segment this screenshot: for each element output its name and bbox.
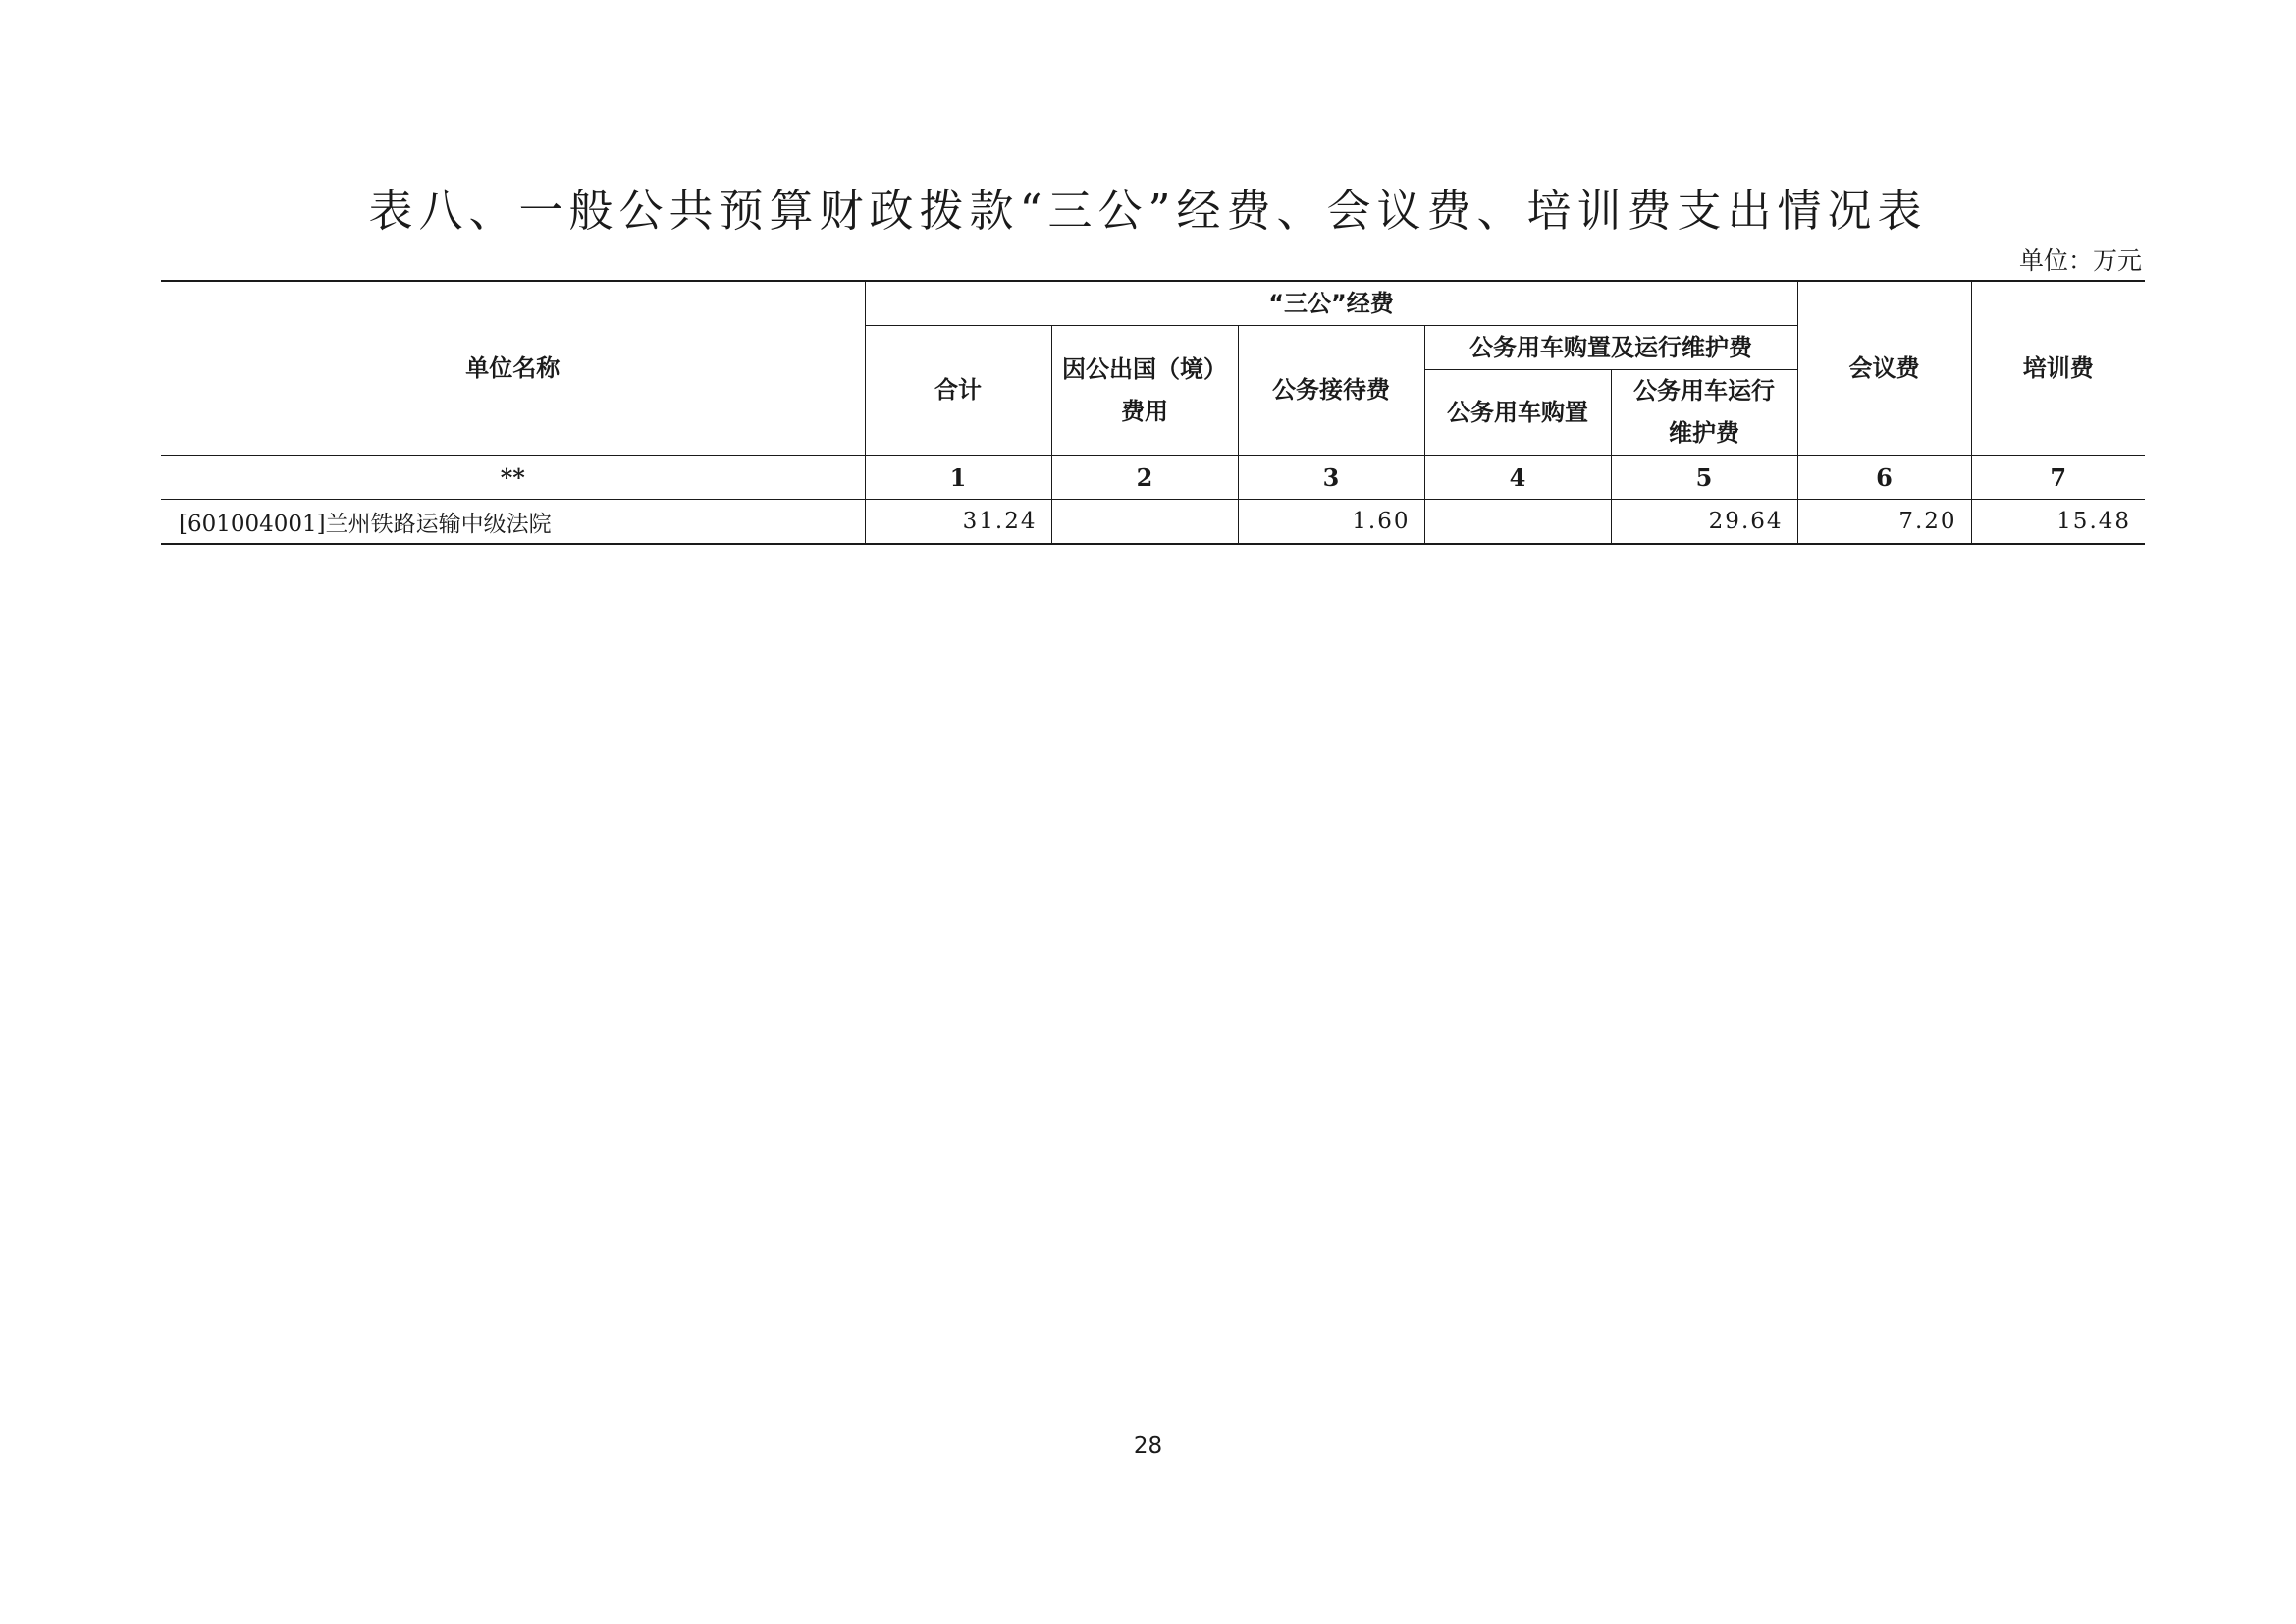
cell-total: 31.24 [865,500,1051,545]
index-cell: 7 [1971,456,2145,500]
budget-table [161,280,2145,545]
header-sangong-group: “三公”经费 [865,281,1797,326]
page-title: 表八、一般公共预算财政拨款“三公”经费、会议费、培训费支出情况表 [368,185,1928,237]
page-number: 28 [1133,1434,1163,1459]
header-overseas [1051,326,1238,456]
header-vehicle-operation-line1: 公务用车运行 [1633,377,1776,405]
table-row [161,500,2145,545]
index-cell: 3 [1238,456,1424,500]
header-unit-name: 单位名称 [161,281,865,456]
unit-label: 单位：万元 [2018,246,2142,275]
header-vehicle-operation [1611,370,1797,456]
index-cell: ** [161,456,865,500]
header-training: 培训费 [1971,281,2145,456]
cell-overseas [1051,500,1238,545]
header-vehicle-purchase: 公务用车购置 [1424,370,1611,456]
cell-unit-name: [601004001]兰州铁路运输中级法院 [161,500,865,545]
header-overseas-line2: 费用 [1121,397,1168,425]
cell-vehicle-operation: 29.64 [1611,500,1797,545]
header-overseas-line1: 因公出国（境） [1062,354,1227,383]
index-cell: 6 [1797,456,1971,500]
index-cell: 5 [1611,456,1797,500]
header-meeting: 会议费 [1797,281,1971,456]
header-reception: 公务接待费 [1238,326,1424,456]
index-cell: 2 [1051,456,1238,500]
cell-meeting: 7.20 [1797,500,1971,545]
header-vehicle-operation-line2: 维护费 [1669,419,1740,447]
header-total: 合计 [865,326,1051,456]
index-cell: 1 [865,456,1051,500]
index-cell: 4 [1424,456,1611,500]
cell-training: 15.48 [1971,500,2145,545]
index-row [161,456,2145,500]
cell-reception: 1.60 [1238,500,1424,545]
header-vehicle-group: 公务用车购置及运行维护费 [1424,326,1797,370]
cell-vehicle-purchase [1424,500,1611,545]
